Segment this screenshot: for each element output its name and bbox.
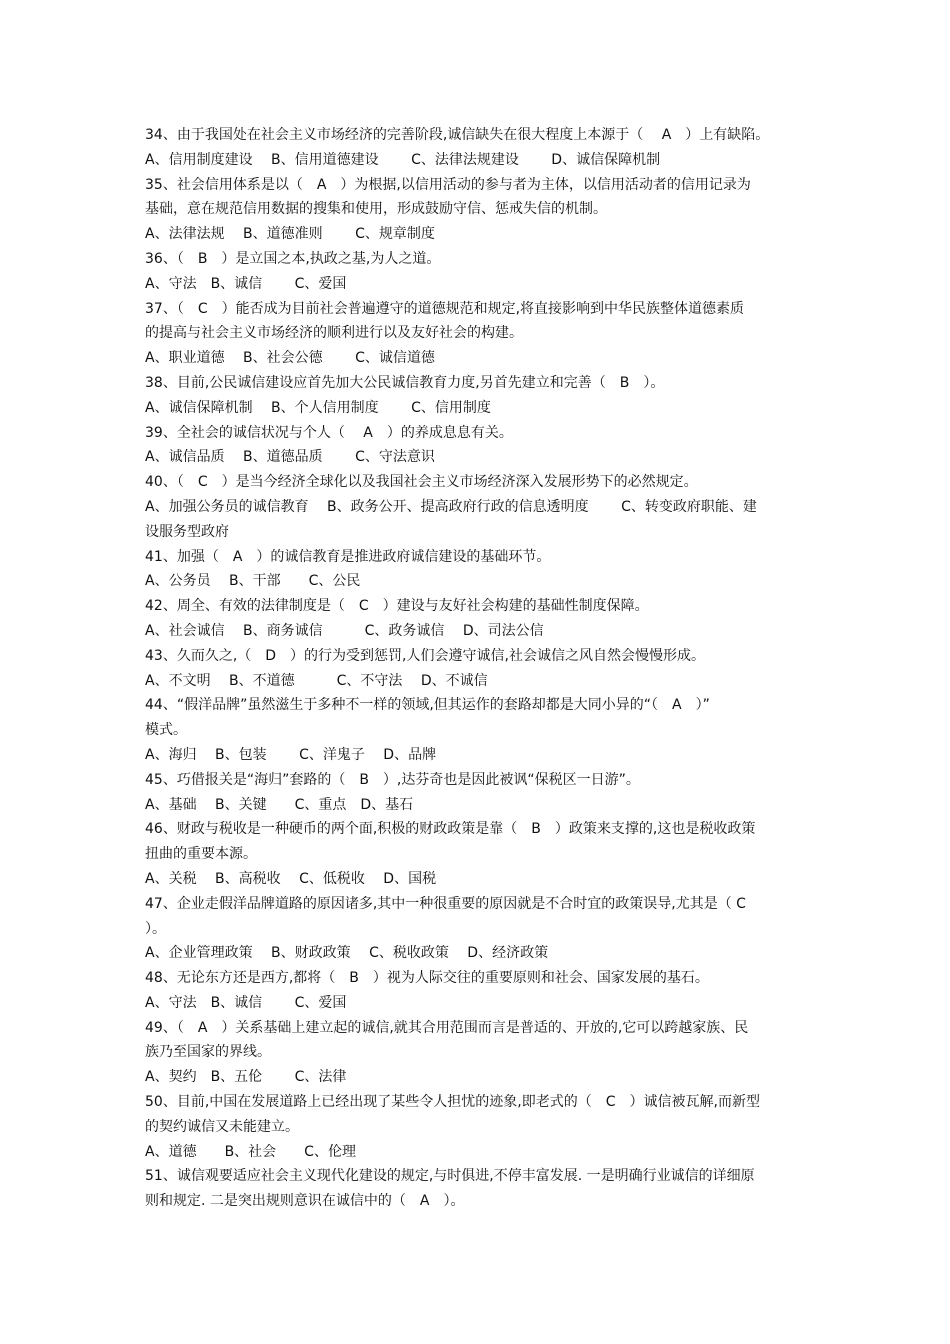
- text-line: 46、财政与税收是一种硬币的两个面,积极的财政政策是靠（ B ）政策来支撑的,这也是税收政策: [145, 821, 756, 838]
- question-text-body: [145, 123, 810, 1214]
- text-line: 34、由于我国处在社会主义市场经济的完善阶段,诚信缺失在很大程度上本源于（ A ）上有缺陷。: [145, 127, 770, 143]
- text-line: A、海归 B、包装 C、洋鬼子 D、品牌: [145, 746, 437, 763]
- text-line: 39、全社会的诚信状况与个人（ A ）的养成息息有关。: [145, 424, 513, 441]
- text-line: A、守法 B、诚信 C、爱国: [145, 994, 347, 1011]
- text-line: 44、“假洋品牌”虽然滋生于多种不一样的领域,但其运作的套路却都是大同小异的“（ A ）”: [145, 697, 710, 714]
- text-line: A、社会诚信 B、商务诚信 C、政务诚信 D、司法公信: [145, 622, 544, 639]
- text-line: 36、（ B ）是立国之本,执政之基,为人之道。: [145, 250, 441, 267]
- text-line: 43、久而久之,（ D ）的行为受到惩罚,人们会遵守诚信,社会诚信之风自然会慢慢形成。: [145, 647, 705, 664]
- text-line: 族乃至国家的界线。: [145, 1044, 271, 1061]
- text-line: A、诚信品质 B、道德品质 C、守法意识: [145, 449, 435, 466]
- text-line: 40、（ C ）是当今经济全球化以及我国社会主义市场经济深入发展形势下的必然规定。: [145, 474, 698, 491]
- text-line: 基础，意在规范信用数据的搜集和使用，形成鼓励守信、惩戒失信的机制。: [145, 201, 607, 218]
- text-line: 扭曲的重要本源。: [145, 846, 257, 863]
- text-line: A、道德 B、社会 C、伦理: [145, 1143, 356, 1160]
- text-line: A、职业道德 B、社会公德 C、诚信道德: [145, 350, 435, 367]
- text-line: 模式。: [145, 722, 187, 739]
- text-line: A、信用制度建设 B、信用道德建设 C、法律法规建设 D、诚信保障机制: [145, 151, 661, 168]
- text-line: A、公务员 B、干部 C、公民: [145, 573, 361, 590]
- text-line: 49、（ A ）关系基础上建立起的诚信,就其合用范围而言是普适的、开放的,它可以跨越家族、民: [145, 1019, 749, 1036]
- text-line: 50、目前,中国在发展道路上已经出现了某些令人担忧的迹象,即老式的（ C ）诚信被瓦解,而新型: [145, 1094, 760, 1111]
- text-line: A、不文明 B、不道德 C、不守法 D、不诚信: [145, 672, 488, 689]
- text-line: 47、企业走假洋品牌道路的原因诸多,其中一种很重要的原因就是不合时宜的政策误导,尤其是（ C: [145, 895, 746, 912]
- text-line: A、诚信保障机制 B、个人信用制度 C、信用制度: [145, 399, 491, 416]
- text-line: 35、社会信用体系是以（ A ）为根据,以信用活动的参与者为主体，以信用活动者的信用记录为: [145, 176, 751, 193]
- text-line: 则和规定. 二是突出规则意识在诚信中的（ A ）。: [145, 1193, 465, 1210]
- text-line: A、契约 B、五伦 C、法律: [145, 1069, 347, 1086]
- text-line: 37、（ C ）能否成为目前社会普遍遵守的道德规范和规定,将直接影响到中华民族整体道德素质: [145, 300, 745, 317]
- text-line: A、法律法规 B、道德准则 C、规章制度: [145, 226, 435, 243]
- text-line: A、守法 B、诚信 C、爱国: [145, 275, 347, 292]
- text-line: A、加强公务员的诚信教育 B、政务公开、提高政府行政的信息透明度 C、转变政府职能、建: [145, 498, 757, 515]
- text-line: 设服务型政府: [145, 523, 229, 540]
- text-line: A、企业管理政策 B、财政政策 C、税收政策 D、经济政策: [145, 945, 549, 962]
- text-line: 41、加强（ A ）的诚信教育是推进政府诚信建设的基础环节。: [145, 548, 551, 565]
- text-line: ）。: [145, 920, 166, 937]
- text-line: 38、目前,公民诚信建设应首先加大公民诚信教育力度,另首先建立和完善（ B ）。: [145, 374, 665, 391]
- text-line: 48、无论东方还是西方,都将（ B ）视为人际交往的重要原则和社会、国家发展的基石。: [145, 970, 709, 987]
- text-line: 的契约诚信又未能建立。: [145, 1118, 299, 1135]
- text-line: A、基础 B、关键 C、重点 D、基石: [145, 796, 414, 813]
- text-line: 51、诚信观要适应社会主义现代化建设的规定,与时俱进,不停丰富发展. 一是明确行业诚信的详细原: [145, 1168, 755, 1185]
- text-line: 的提高与社会主义市场经济的顺利进行以及友好社会的构建。: [145, 325, 523, 342]
- text-line: 42、周全、有效的法律制度是（ C ）建设与友好社会构建的基础性制度保障。: [145, 598, 649, 615]
- text-line: A、关税 B、高税收 C、低税收 D、国税: [145, 870, 437, 887]
- text-line: 45、巧借报关是“海归”套路的（ B ）,达芬奇也是因此被讽“保税区一日游”。: [145, 771, 640, 788]
